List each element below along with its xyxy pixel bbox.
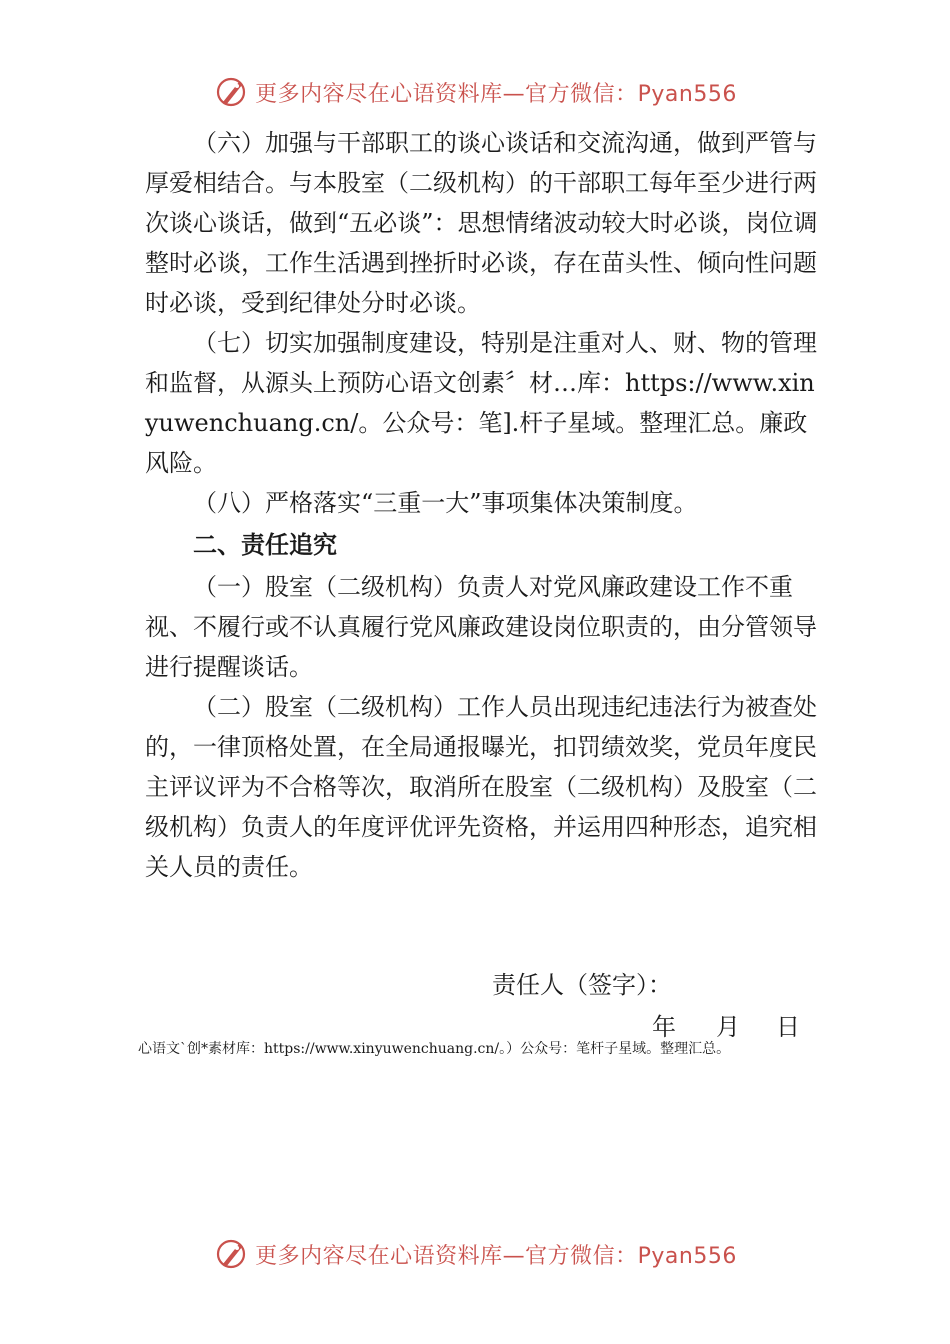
- paragraph-8: （八）严格落实“三重一大”事项集体决策制度。: [193, 489, 698, 517]
- date-day: 日: [776, 1013, 800, 1041]
- banner-text: 更多内容尽在心语资料库—官方微信：Pyan556: [255, 1243, 737, 1269]
- paragraph-6: （六）加强与干部职工的谈心谈话和交流沟通，做到严管与厚爱相结合。与本股室（二级机构）的干部职工每年至少进行两次谈心谈话，做到“五必谈”：思想情绪波动较大时必谈，岗位调整时必谈，工作生活遇到挫折时必谈，存在苗头性、倾向性问题时必谈，受到纪律处分时必谈。: [145, 129, 818, 317]
- footer-banner: [0, 1232, 950, 1276]
- accountability-paragraph-2: （二）股室（二级机构）工作人员出现违纪违法行为被查处的，一律顶格处置，在全局通报曝光，扣罚绩效奖，党员年度民主评议评为不合格等次，取消所在股室（二级机构）及股室（二级机构）负责人的年度评优评先资格，并运用四种形态，追究相关人员的责任。: [145, 693, 817, 881]
- signature-line: 责任人（签字）：: [492, 971, 672, 999]
- accountability-paragraph-1: （一）股室（二级机构）负责人对党风廉政建设工作不重视、不履行或不认真履行党风廉政建设岗位职责的，由分管领导进行提醒谈话。: [145, 573, 817, 681]
- section-heading: 二、责任追究: [193, 531, 337, 559]
- paragraph-7: （七）切实加强制度建设，特别是注重对人、财、物的管理和监督，从源头上预防心语文创素〞材…库：https://www.xinyuwenchuang.cn/。公众号：笔].杆子星域。整理汇总。廉政风险。: [145, 329, 817, 477]
- banner-text: 更多内容尽在心语资料库—官方微信：Pyan556: [255, 81, 737, 107]
- footnote: 心语文`创*素材库：https://www.xinyuwenchuang.cn/。）公众号：笔杆子星域。整理汇总。: [138, 1041, 731, 1057]
- pen-logo-icon: [213, 1236, 249, 1272]
- date-year: 年: [652, 1013, 676, 1041]
- pen-logo-icon: [213, 74, 249, 110]
- date-month: 月: [716, 1013, 740, 1041]
- document-body: [145, 123, 825, 887]
- header-banner: [0, 70, 950, 114]
